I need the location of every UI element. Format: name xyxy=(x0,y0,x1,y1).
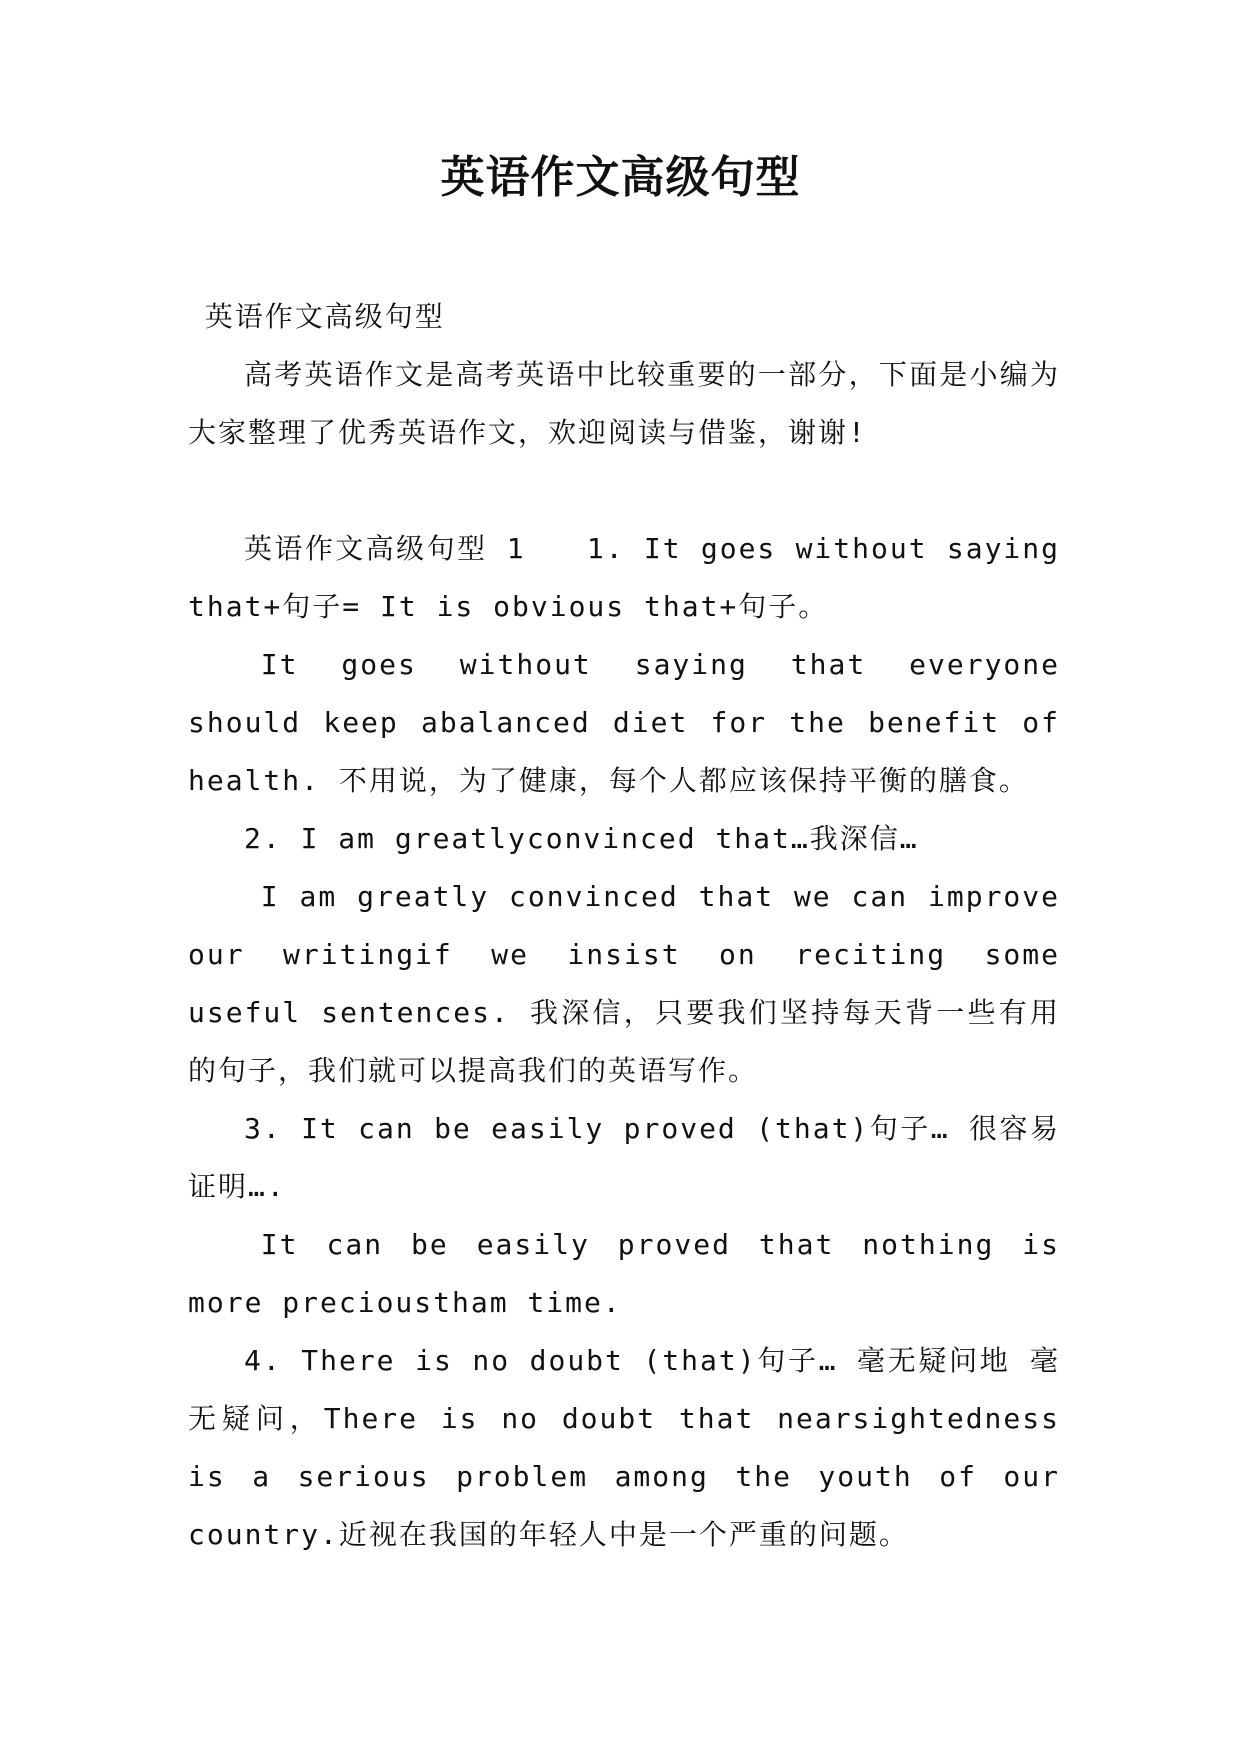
item-1-example-paragraph: It goes without saying that everyone should keep abalanced diet for the benefit of health. 不用说，为了健康，每个人都应该保持平衡的膳食。 xyxy=(188,648,1060,797)
intro-paragraph: 高考英语作文是高考英语中比较重要的一部分，下面是小编为大家整理了优秀英语作文，欢迎阅读与借鉴，谢谢! xyxy=(188,358,1060,449)
item-3-paragraph: 3. It can be easily proved (that)句子… 很容易证明…. xyxy=(188,1112,1060,1203)
item-1-paragraph: 英语作文高级句型 1 1. It goes without saying that+句子= It is obvious that+句子。 xyxy=(188,532,1060,623)
item-2-paragraph: 2. I am greatlyconvinced that…我深信… xyxy=(244,822,919,855)
document-body xyxy=(188,288,1060,1564)
item-4-paragraph: 4. There is no doubt (that)句子… 毫无疑问地 毫无疑问，There is no doubt that nearsightedness is a serious problem among the youth of our country.近视在我国的年轻人中是一个严重的问题。 xyxy=(188,1344,1060,1551)
item-2-example-paragraph: I am greatly convinced that we can improve our writingif we insist on reciting some useful sentences. 我深信，只要我们坚持每天背一些有用的句子，我们就可以提高我们的英语写作。 xyxy=(188,880,1060,1087)
document-title: 英语作文高级句型 xyxy=(440,152,801,203)
paragraph-spacer xyxy=(188,462,1060,520)
item-3-example-paragraph: It can be easily proved that nothing is more precioustham time. xyxy=(188,1228,1060,1319)
subtitle-paragraph: 英语作文高级句型 xyxy=(204,300,445,333)
